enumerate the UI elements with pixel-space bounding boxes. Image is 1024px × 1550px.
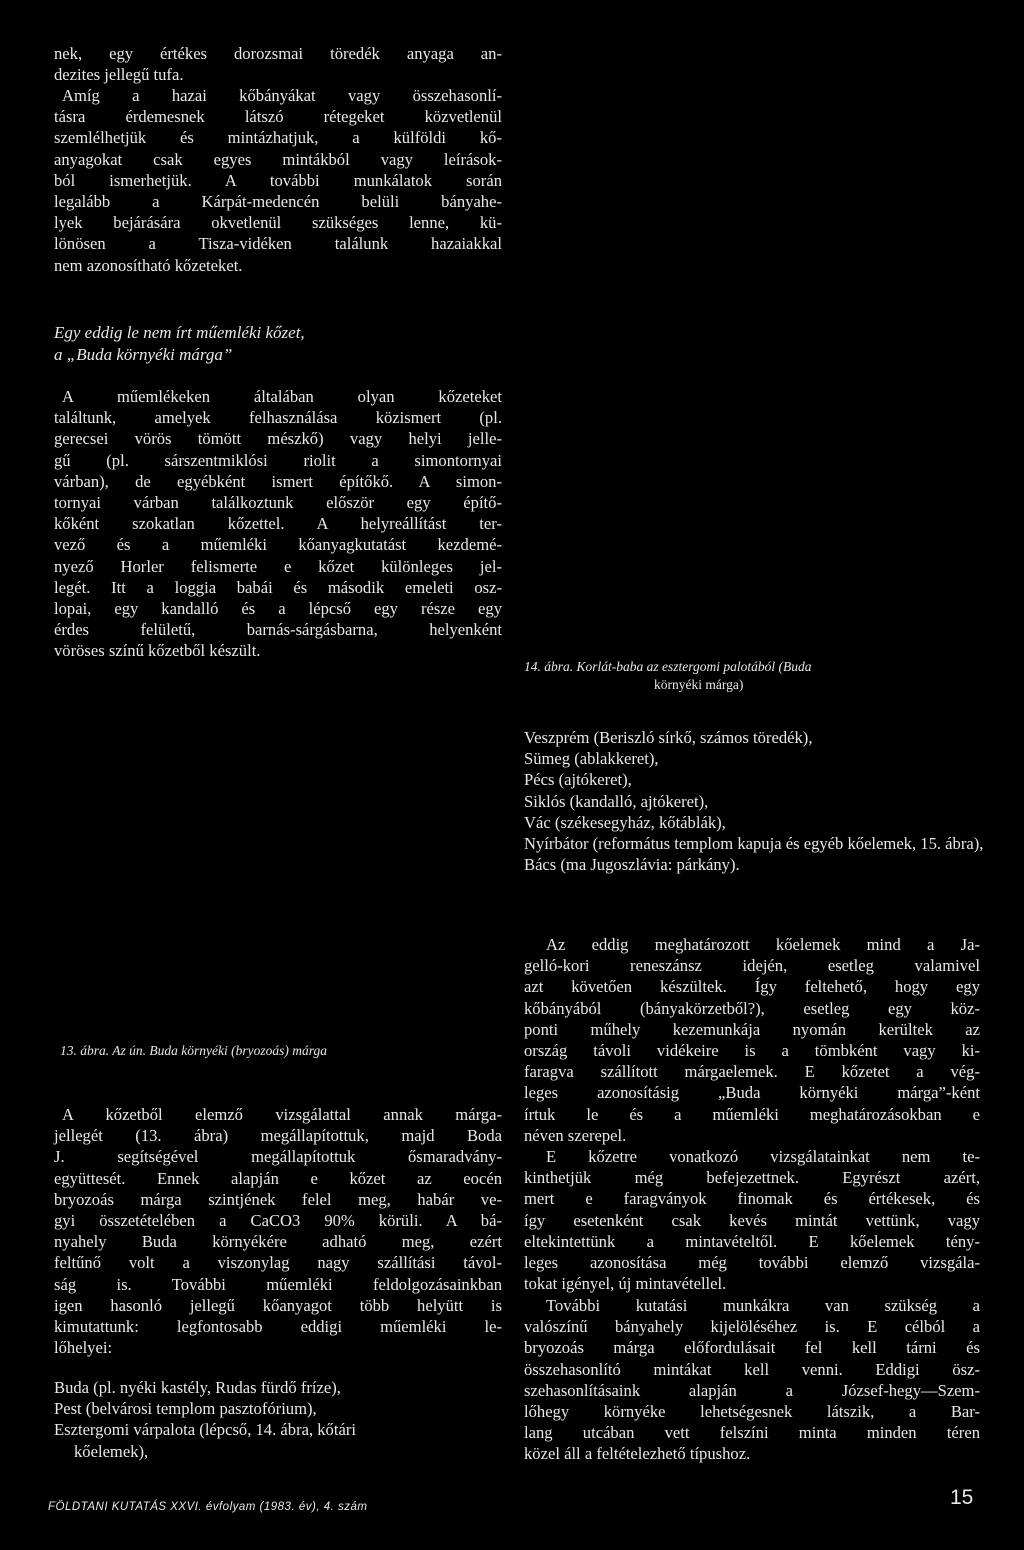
text-line: J. segítségével megállapítottuk ősmaradvány- bbox=[54, 1147, 502, 1167]
text-line: ból ismerhetjük. A további munkálatok során bbox=[54, 170, 502, 190]
text-line: A műemlékeken általában olyan kőzeteket bbox=[62, 387, 502, 406]
page-number: 15 bbox=[950, 1486, 974, 1509]
right-para-3 bbox=[524, 1295, 980, 1465]
left-para-1 bbox=[54, 43, 502, 85]
text-line: nyahely Buda környékére adható meg, ezért bbox=[54, 1232, 502, 1252]
list-item: Veszprém (Beriszló sírkő, számos töredék), bbox=[524, 728, 813, 747]
text-line: igen hasonló jellegű kőanyagot több helyütt is bbox=[54, 1295, 502, 1315]
heading-line: Egy eddig le nem írt műemléki kőzet, bbox=[54, 323, 305, 342]
text-line: lyek bejárására okvetlenül szükséges lenne, kü- bbox=[54, 213, 502, 233]
text-line: bryozoás márga szintjének felel meg, habár ve- bbox=[54, 1189, 502, 1209]
text-line: kimutattunk: legfontosabb eddigi műemléki le- bbox=[54, 1317, 502, 1337]
text-line: összehasonlító mintákat kell venni. Eddigi ösz- bbox=[524, 1359, 980, 1379]
right-para-1 bbox=[524, 934, 980, 1146]
text-line: gerecsei vörös tömött mészkő) vagy helyi jelle- bbox=[54, 429, 502, 449]
text-line: legalább a Kárpát-medencén belüli bányahe- bbox=[54, 192, 502, 212]
text-line: leges azonosítása még további elemző vizsgála- bbox=[524, 1253, 980, 1273]
text-line: tokat igényel, új mintavétellel. bbox=[524, 1274, 727, 1294]
text-line: lőhegy környéke lehetségesnek látszik, a Bar- bbox=[524, 1402, 980, 1422]
text-line: várban), de egyébként ismert építőkő. A simon- bbox=[54, 471, 502, 491]
text-line: anyagokat csak egyes mintákból vagy leírások- bbox=[54, 149, 502, 169]
right-locations-list bbox=[524, 727, 984, 875]
left-para-3 bbox=[54, 386, 502, 662]
text-line: szehasonlításaink alapján a József-hegy—Szem- bbox=[524, 1380, 980, 1400]
text-line: Az eddig meghatározott kőelemek mind a Ja- bbox=[546, 935, 980, 954]
text-line: ság is. További műemléki feldolgozásainkban bbox=[54, 1274, 502, 1294]
right-para-2 bbox=[524, 1146, 980, 1294]
text-line: együttesét. Ennek alapján e kőzet az eocén bbox=[54, 1168, 502, 1188]
text-line: gelló-kori reneszánsz idején, esetleg valamivel bbox=[524, 956, 980, 976]
text-line: A kőzetből elemző vizsgálattal annak márga- bbox=[62, 1105, 502, 1124]
text-line: lönösen a Tisza-vidéken találunk hazaiakkal bbox=[54, 234, 502, 254]
list-item: Esztergomi várpalota (lépcső, 14. ábra, kőtári bbox=[54, 1420, 356, 1440]
text-line: találtunk, amelyek felhasználása közismert (pl. bbox=[54, 408, 502, 428]
list-item: Sümeg (ablakkeret), bbox=[524, 749, 659, 769]
list-item: Bács (ma Jugoszlávia: párkány). bbox=[524, 855, 740, 875]
text-line: kinthetjük még befejezettnek. Egyrészt azért, bbox=[524, 1168, 980, 1188]
text-line: faragva szállított márgaelemek. E kőzetet a vég- bbox=[524, 1062, 980, 1082]
text-line: gű (pl. sárszentmiklósi riolit a simontornyai bbox=[54, 450, 502, 470]
text-line: így esetenként csak kevés mintát vettünk, vagy bbox=[524, 1210, 980, 1230]
text-line: nek, egy értékes dorozsmai töredék anyaga an- bbox=[54, 44, 502, 63]
text-line: További kutatási munkákra van szükség a bbox=[546, 1296, 980, 1315]
text-line: gyi összetételében a CaCO3 90% körüli. A bá- bbox=[54, 1211, 502, 1231]
list-item: kőelemek), bbox=[74, 1441, 149, 1461]
text-line: érdes felületű, barnás-sárgásbarna, helyenként bbox=[54, 620, 502, 640]
list-item: Buda (pl. nyéki kastély, Rudas fürdő fríze), bbox=[54, 1378, 341, 1397]
list-item: Pécs (ajtókeret), bbox=[524, 770, 632, 790]
list-item: Nyírbátor (református templom kapuja és egyéb kőelemek, 15. ábra), bbox=[524, 834, 984, 854]
text-line: E kőzetre vonatkozó vizsgálatainkat nem te- bbox=[546, 1147, 980, 1166]
text-line: tásra érdemesnek látszó rétegeket közvetlenül bbox=[54, 107, 502, 127]
text-line: írtuk le és a műemléki meghatározásokban e bbox=[524, 1104, 980, 1124]
text-line: vöröses színű kőzetből készült. bbox=[54, 641, 261, 661]
list-item: Pest (belvárosi templom pasztofórium), bbox=[54, 1399, 317, 1419]
left-locations-list bbox=[54, 1377, 502, 1462]
list-item: Vác (székesegyház, kőtáblák), bbox=[524, 812, 726, 832]
text-line: lang utcában vett felszíni minta minden téren bbox=[524, 1423, 980, 1443]
text-line: nyező Horler felismerte e kőzet különleges jel- bbox=[54, 556, 502, 576]
text-line: ponti műhely kezemunkája nyomán kerültek az bbox=[524, 1019, 980, 1039]
text-line: tornyai várban találkoztunk először egy építő- bbox=[54, 493, 502, 513]
journal-footer: FÖLDTANI KUTATÁS XXVI. évfolyam (1983. év), 4. szám bbox=[48, 1501, 368, 1513]
text-line: vező és a műemléki kőanyagkutatást kezdemé- bbox=[54, 535, 502, 555]
text-line: feltűnő volt a viszonylag nagy szállítási távol- bbox=[54, 1253, 502, 1273]
list-item: Siklós (kandalló, ajtókeret), bbox=[524, 791, 709, 811]
text-line: legét. Itt a loggia babái és második emeleti osz- bbox=[54, 577, 502, 597]
text-line: nem azonosítható kőzeteket. bbox=[54, 255, 243, 275]
text-line: lőhelyei: bbox=[54, 1338, 113, 1358]
left-para-2 bbox=[54, 85, 502, 276]
text-line: azt követően készültek. Így feltehető, hogy egy bbox=[524, 977, 980, 997]
text-line: valószínű bányahely kijelöléséhez is. E célból a bbox=[524, 1317, 980, 1337]
text-line: mert e faragványok finomak és értékesek, és bbox=[524, 1189, 980, 1209]
figure-14-caption: 14. ábra. Korlát-baba az esztergomi palotából (Buda környéki márga) bbox=[524, 659, 812, 692]
heading-line: a „Buda környéki márga” bbox=[54, 345, 233, 364]
text-line: ország távoli vidékeire is a tömbként vagy ki- bbox=[524, 1041, 980, 1061]
text-line: kőként szokatlan kőzettel. A helyreállítást ter- bbox=[54, 514, 502, 534]
text-line: jellegét (13. ábra) megállapítottuk, majd Boda bbox=[54, 1126, 502, 1146]
section-heading bbox=[54, 322, 502, 366]
text-line: eltekintettünk a mintavételtől. E kőelemek tény- bbox=[524, 1231, 980, 1251]
text-line: közel áll a feltételezhető típushoz. bbox=[524, 1444, 751, 1464]
figure-13-caption: 13. ábra. Az ún. Buda környéki (bryozoás) márga bbox=[60, 1043, 327, 1058]
text-line: lopai, egy kandalló és a lépcső egy része egy bbox=[54, 599, 502, 619]
text-line: kőbányából (bányakörzetből?), esetleg egy köz- bbox=[524, 998, 980, 1018]
text-line: néven szerepel. bbox=[524, 1125, 627, 1145]
text-line: Amíg a hazai kőbányákat vagy összehasonlí- bbox=[62, 86, 502, 105]
text-line: szemlélhetjük és mintázhatjuk, a külföldi kő- bbox=[54, 128, 502, 148]
text-line: dezites jellegű tufa. bbox=[54, 65, 184, 85]
text-line: leges azonosításig „Buda környéki márga”-ként bbox=[524, 1083, 980, 1103]
text-line: bryozoás márga előfordulásait fel kell tárni és bbox=[524, 1338, 980, 1358]
left-para-4 bbox=[54, 1104, 502, 1358]
